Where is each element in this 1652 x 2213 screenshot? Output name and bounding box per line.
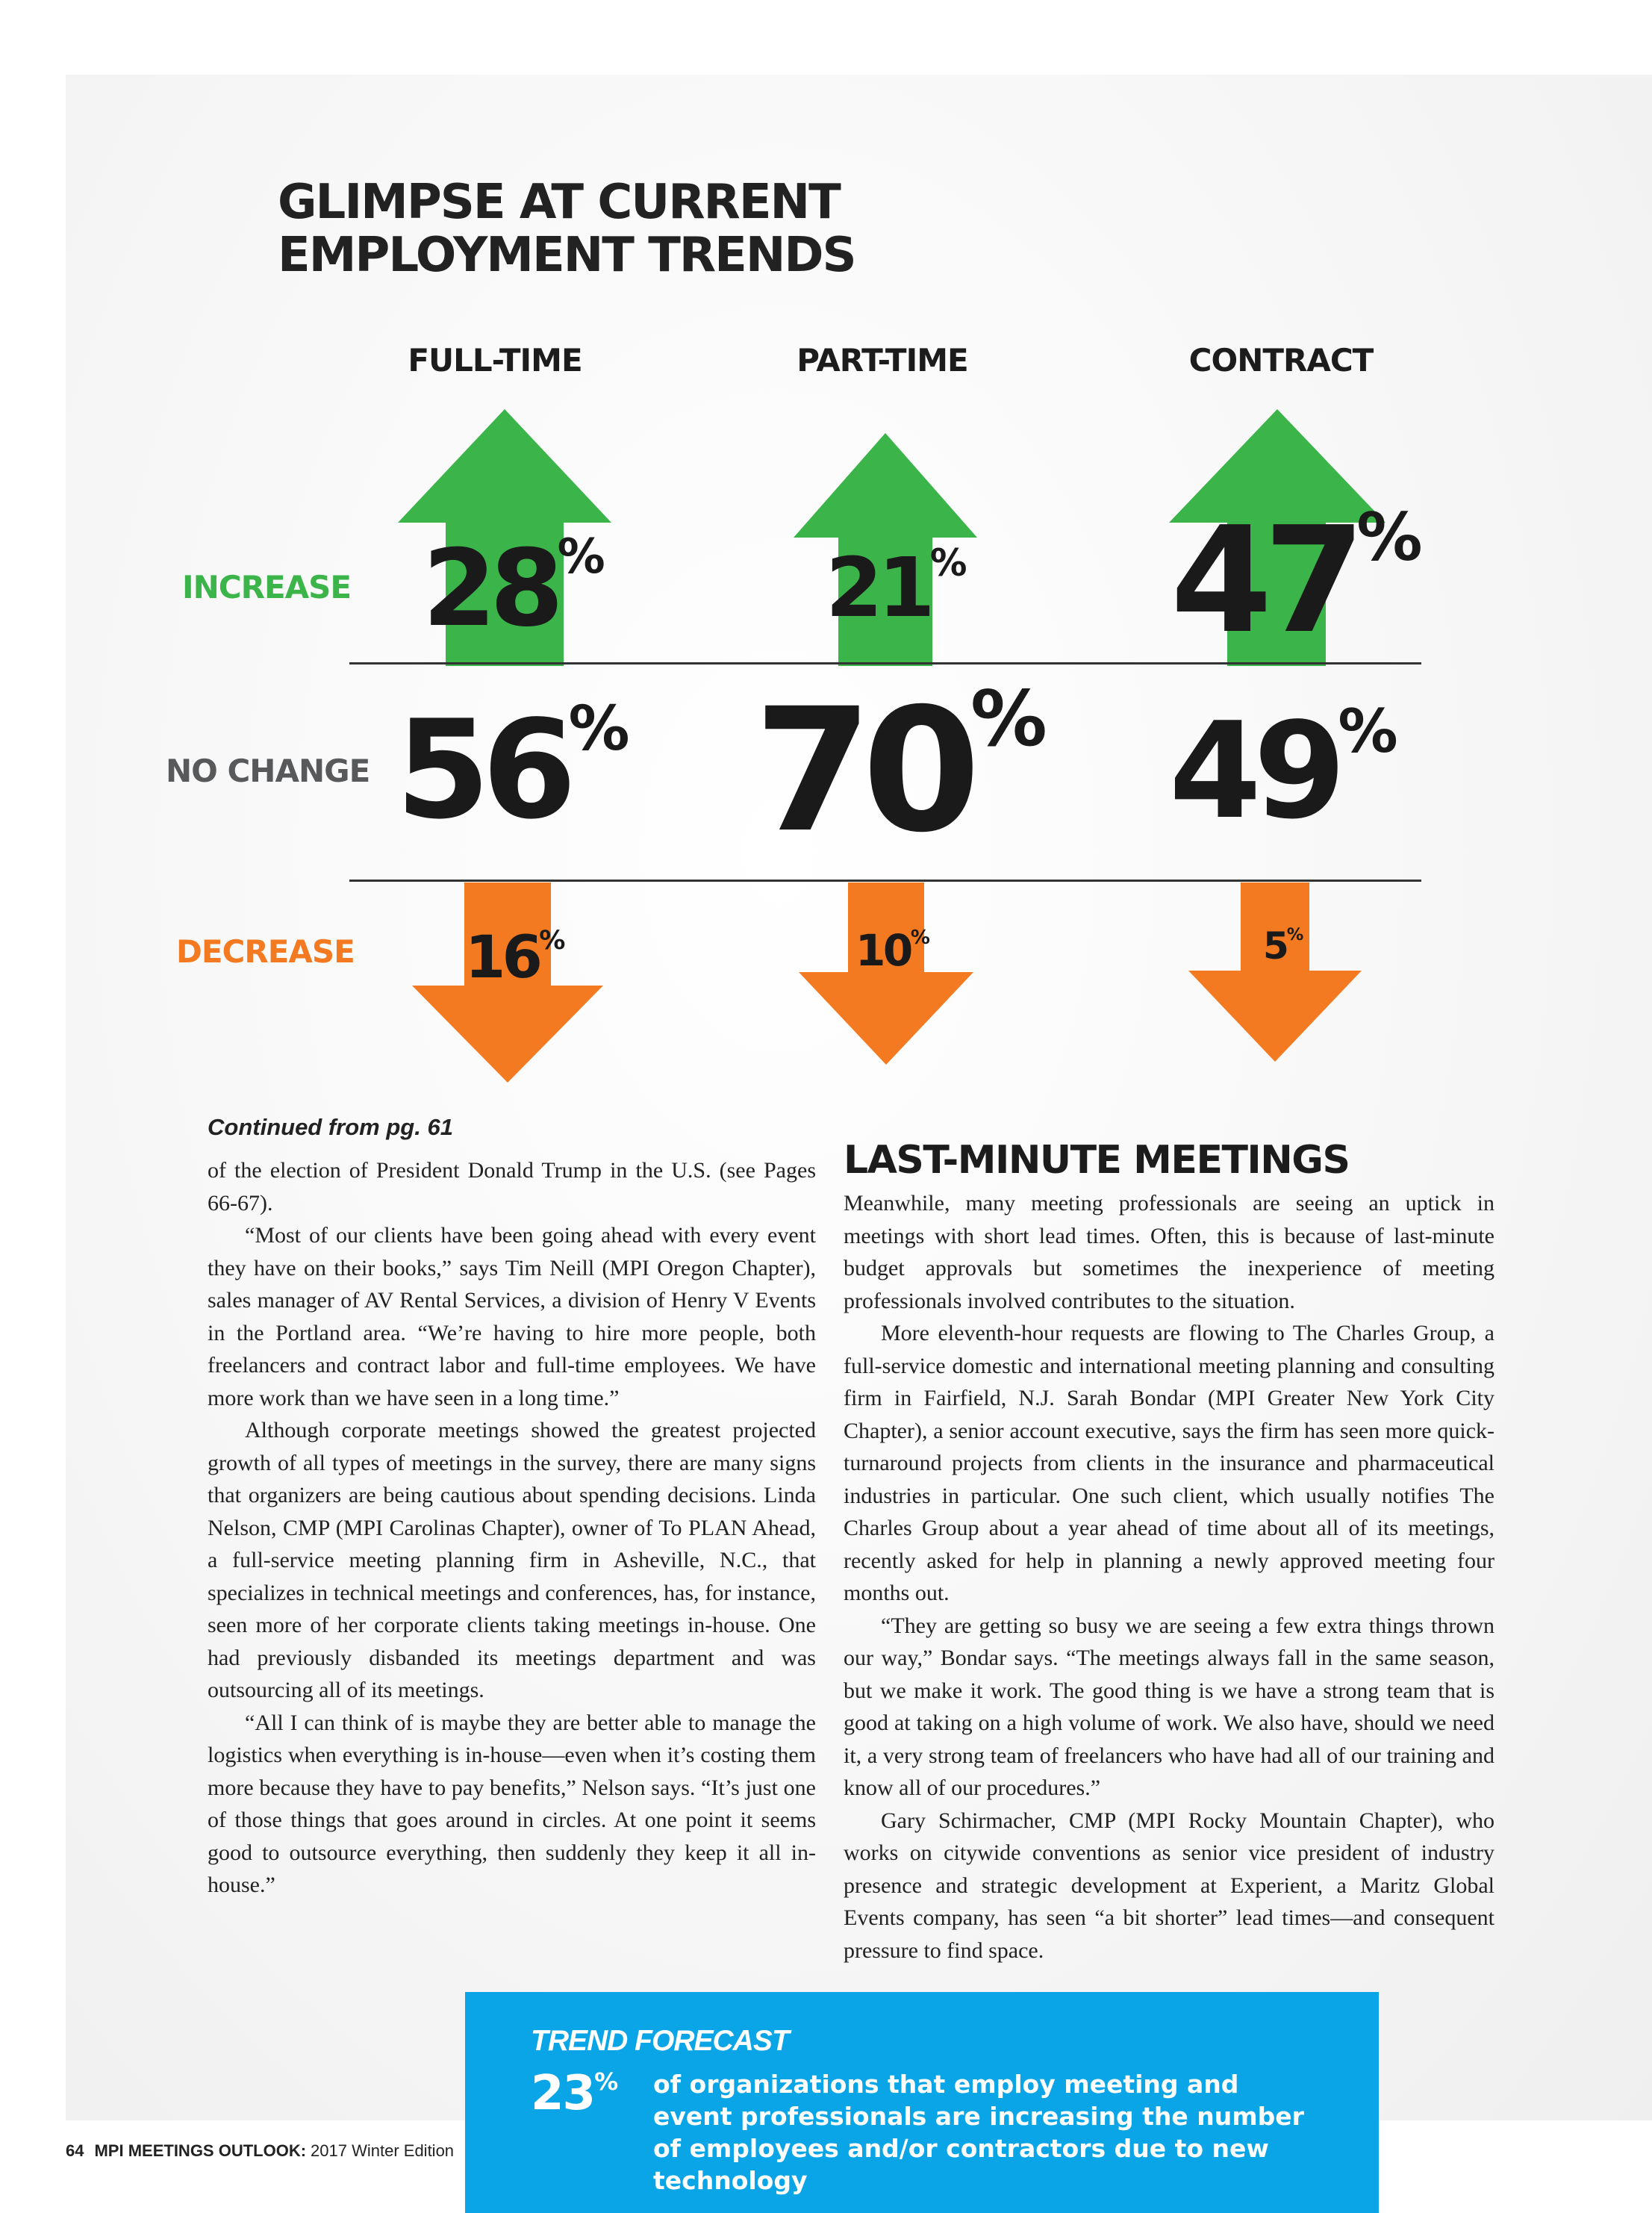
paragraph: “All I can think of is maybe they are better able to manage the logistics when everything is in-house—even when it’s costing them more because they have to pay benefits,” Nelson says. “It’s just one of those things that goes around in circles. At one point it seems good to outsource everything, then suddenly they keep it all in-house.”	[208, 1710, 816, 1897]
decrease-full-time-value: 16%	[465, 924, 566, 992]
decrease-contract-value: 5%	[1263, 924, 1304, 968]
article-right-column	[844, 1187, 1494, 1967]
column-header-contract: CONTRACT	[1188, 342, 1374, 379]
title-line-2: EMPLOYMENT TRENDS	[278, 228, 855, 283]
page-footer	[66, 2141, 454, 2161]
paragraph: of the election of President Donald Trump in the U.S. (see Pages 66-67).	[208, 1158, 816, 1216]
page-title	[278, 176, 855, 282]
section-heading: LAST-MINUTE MEETINGS	[844, 1138, 1350, 1183]
trend-forecast-percent: 23%	[531, 2066, 619, 2121]
paragraph: “Most of our clients have been going ahead with every event they have on their books,” says Tim Neill (MPI Oregon Chapter), sales manager of AV Rental Services, a division of Henry V Events in the Portland area. “We’re having to hire more people, both freelancers and contract labor and full-time employees. We have more work than we have seen in a long time.”	[208, 1223, 816, 1410]
increase-part-time-value: 21%	[826, 540, 967, 635]
paragraph: Although corporate meetings showed the greatest projected growth of all types of meetings in the survey, there are many signs that organizers are being cautious about spending decisions. Linda Nelson, CMP (MPI Carolinas Chapter), owner of To PLAN Ahead, a full-service meeting planning firm in Asheville, N.C., that specializes in technical meetings and conferences, has, for instance, seen more of her corporate clients taking meetings in-house. One had previously disbanded its meetings department and was outsourcing all of its meetings.	[208, 1418, 816, 1702]
title-line-1: GLIMPSE AT CURRENT	[278, 175, 840, 230]
no-change-full-time-value: 56%	[396, 691, 630, 849]
paragraph: Meanwhile, many meeting professionals are seeing an uptick in meetings with short lead times. Often, this is because of last-minute budget approvals but sometimes the inexperience of meeting professionals involved contributes to the situation.	[844, 1191, 1494, 1313]
row-label-decrease: DECREASE	[176, 933, 355, 970]
paragraph: More eleventh-hour requests are flowing to The Charles Group, a full-service domestic and international meeting planning and consulting firm in Fairfield, N.J. Sarah Bondar (MPI Greater New York City Chapter), a senior account executive, says the firm has seen more quick-turnaround projects from clients in the insurance and pharmaceutical industries in particular. One such client, which usually notifies The Charles Group about a year ahead of time about all of its meetings, recently asked for help in planning a newly approved meeting four months out.	[844, 1321, 1494, 1605]
trend-forecast-box	[465, 1992, 1379, 2213]
no-change-contract-value: 49%	[1169, 694, 1398, 848]
row-label-increase: INCREASE	[182, 569, 352, 606]
column-header-part-time: PART-TIME	[797, 342, 968, 379]
increase-contract-value: 47%	[1171, 496, 1423, 666]
continued-note: Continued from pg. 61	[208, 1114, 453, 1140]
divider-line	[349, 880, 1421, 882]
page-number: 64	[66, 2141, 84, 2160]
trend-forecast-text: of organizations that employ meeting and event professionals are increasing the number of employees and/or contractors due to new technology	[653, 2070, 1304, 2195]
trend-forecast-label: TREND FORECAST	[531, 2025, 789, 2057]
decrease-part-time-value: 10%	[855, 925, 930, 976]
column-header-full-time: FULL-TIME	[408, 342, 582, 379]
no-change-part-time-value: 70%	[754, 671, 1047, 870]
increase-full-time-value: 28%	[423, 527, 605, 650]
article-left-column	[208, 1154, 816, 1902]
decrease-arrow-icon	[1188, 883, 1362, 1062]
publication-name: MPI MEETINGS OUTLOOK:	[94, 2141, 307, 2160]
edition: 2017 Winter Edition	[311, 2141, 455, 2160]
paragraph: Gary Schirmacher, CMP (MPI Rocky Mountain Chapter), who works on citywide conventions as senior vice president of industry presence and strategic development at Experient, a Maritz Global Events company, has seen “a bit shorter” lead times—and consequent pressure to find space.	[844, 1808, 1494, 1963]
row-label-no-change: NO CHANGE	[166, 753, 370, 789]
paragraph: “They are getting so busy we are seeing a few extra things thrown our way,” Bondar says. “The meetings always fall in the same season, but we make it work. The good thing is we have a strong team that is good at taking on a high volume of work. We also have, should we need it, a very strong team of freelancers who have had all of our training and know all of our procedures.”	[844, 1613, 1494, 1800]
